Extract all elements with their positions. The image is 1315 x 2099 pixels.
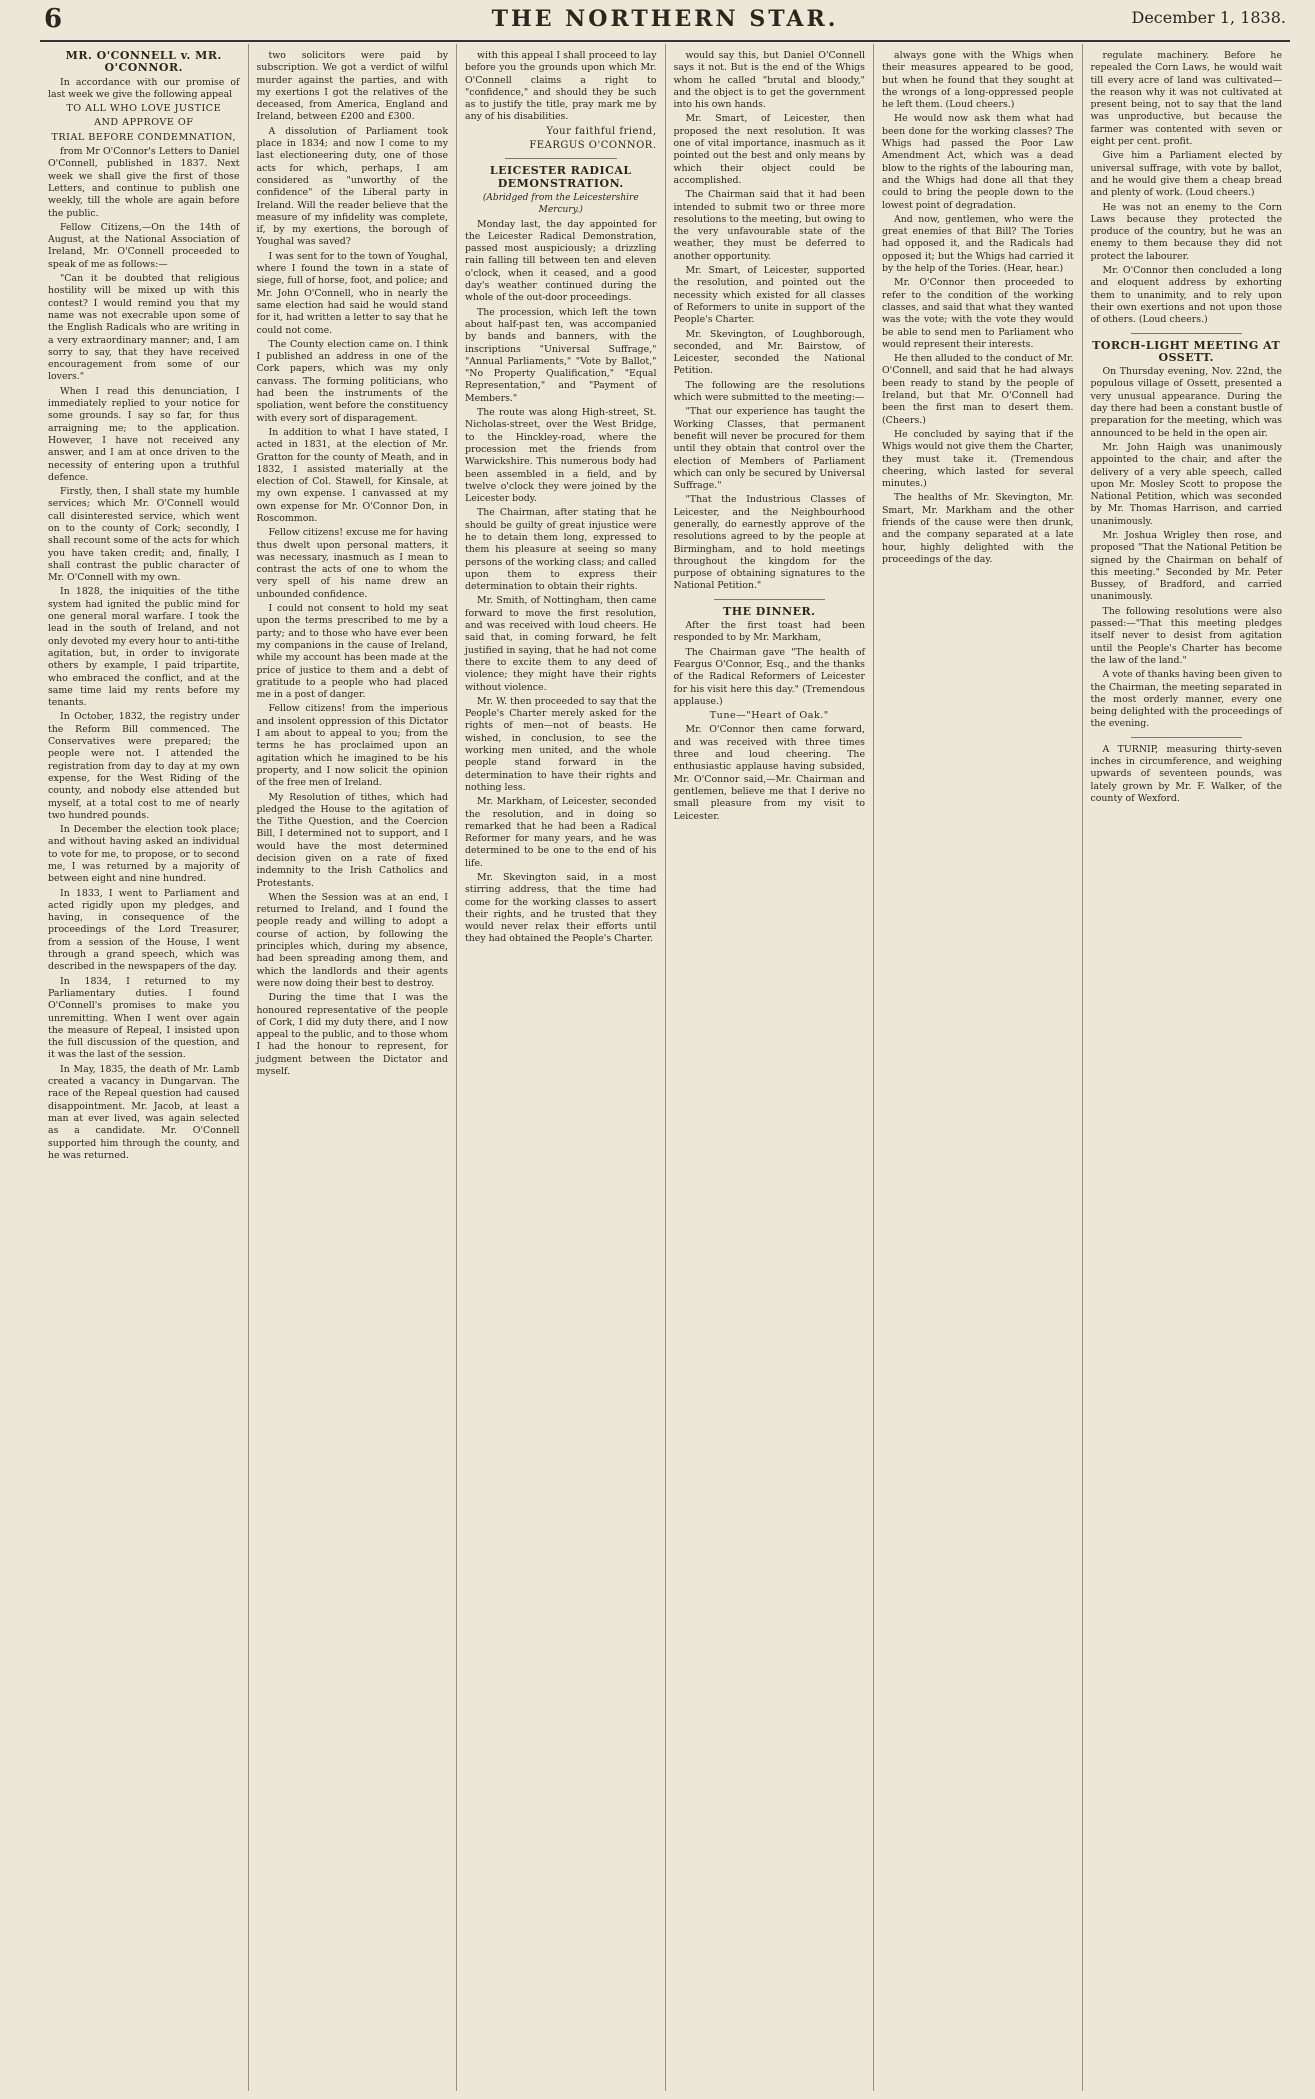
newspaper-title: THE NORTHERN STAR. [491,6,839,32]
paragraph: Mr. Smart, of Leicester, supported the resolution, and pointed out the necessity which existed for all classes of Reformers to unite in support of the People's Charter. [673,265,865,326]
paragraph: When I read this denunciation, I immediately replied to your notice for some grounds. I say so far, for thus arraigning me; to the application. However, I have not received any answer, and I am at once driven to the necessity of entering upon a truthful defence. [48,385,240,483]
paragraph: Fellow Citizens,—On the 14th of August, at the National Association of Ireland, Mr. O'Connell proceeded to speak of me as follows:— [48,221,240,270]
issue-date: December 1, 1838. [1131,8,1286,27]
signature: FEARGUS O'CONNOR. [529,140,657,152]
paragraph: Mr. John Haigh was unanimously appointed to the chair, and after the delivery of a very able speech, called upon Mr. Mosley Scott to propose the National Petition, which was seconded by Mr. Thomas Harrison, and carried unanimously. [1090,441,1282,527]
paragraph: In addition to what I have stated, I acted in 1831, at the election of Mr. Gratton for the county of Meath, and in 1832, I assisted materially at the election of Col. Stawell, for Kinsale, at my own expense. I canvassed at my own expense for Mr. O'Connor Don, in Roscommon. [256,426,448,524]
paragraph: Mr. O'Connor then concluded a long and eloquent address by exhorting them to unanimity, and to rely upon their own exertions and not upon those of others. (Loud cheers.) [1090,265,1282,326]
article-headline: TORCH-LIGHT MEETING AT OSSETT. [1092,338,1281,364]
signature-salutation: Your faithful friend, [546,125,657,137]
subheading: TO ALL WHO LOVE JUSTICE [66,103,222,115]
page-number: 6 [44,4,63,34]
paragraph: Mr. Smith, of Nottingham, then came forward to move the first resolution, and was received with loud cheers. He said that, in coming forward, he felt justified in saying, that he had not come there to excite them to any deed of violence; they might have their rights without violence. [465,595,657,693]
paragraph: I was sent for to the town of Youghal, where I found the town in a state of siege, full of horse, foot, and police; and Mr. John O'Connell, who in nearly the same election had said he would stand for it, had written a letter to say that he could not come. [256,250,448,336]
divider [1131,333,1243,334]
paragraph: During the time that I was the honoured representative of the people of Cork, I did my duty there, and I now appeal to the public, and to those whom I had the honour to represent, for judgment between the Dictator and myself. [256,992,448,1078]
column-2 [249,44,458,2091]
masthead [40,0,1290,42]
paragraph: The County election came on. I think I published an address in one of the Cork papers, which was my only canvass. The forming politicians, who had been the instruments of the spoliation, went before the constituency with every sort of disparagement. [256,338,448,424]
paragraph: Give him a Parliament elected by universal suffrage, with vote by ballot, and he would give them a cheap bread and plenty of work. (Loud cheers.) [1090,150,1282,199]
paragraph: After the first toast had been responded to by Mr. Markham, [673,620,865,644]
paragraph: The following are the resolutions which were submitted to the meeting:— [673,379,865,404]
paragraph: A dissolution of Parliament took place in 1834; and now I come to my last electioneering duty, one of those acts for which, perhaps, I am considered as "unworthy of the confidence" of the Liberal party in Ireland. Will the reader believe that the measure of my infidelity was complete, if, by my exertions, the borough of Youghal was saved? [256,125,448,248]
paragraph: I could not consent to hold my seat upon the terms prescribed to me by a party; and to those who have ever been my companions in the cause of Ireland, while my account has been made at the price of justice to them and a debt of gratitude to a people who had placed me in a post of danger. [256,603,448,701]
article-headline: LEICESTER RADICAL DEMONSTRATION. [489,164,632,190]
paragraph: A vote of thanks having been given to the Chairman, the meeting separated in the most orderly manner, every one being delighted with the proceedings of the evening. [1090,669,1282,730]
paragraph: Firstly, then, I shall state my humble services; which Mr. O'Connell would call disinterested service, which went on to the county of Cork; secondly, I shall recount some of the acts for which you have taken credit; and, finally, I shall contrast the public character of Mr. O'Connell with my own. [48,486,240,584]
tune-note: Tune—"Heart of Oak." [709,710,829,722]
paragraph: would say this, but Daniel O'Connell says it not. But is the end of the Whigs whom he called "brutal and bloody," and the object is to get the government into his own hands. [673,50,865,111]
paragraph: A TURNIP, measuring thirty-seven inches in circumference, and weighing upwards of seventeen pounds, was lately grown by Mr. F. Walker, of the county of Wexford. [1090,743,1282,804]
paragraph: In May, 1835, the death of Mr. Lamb created a vacancy in Dungarvan. The race of the Repeal question had caused disappointment. Mr. Jacob, at least a man at ever lived, was again selected as a candidate. Mr. O'Connell supported him through the county, and he was returned. [48,1063,240,1161]
paragraph: He concluded by saying that if the Whigs would not give them the Charter, they must take it. (Tremendous cheering, which lasted for several minutes.) [882,428,1074,490]
paragraph: Mr. W. then proceeded to say that the People's Charter merely asked for the rights of men—not of beasts. He wished, in conclusion, to see the working men united, and the whole people stand forward in the determination to have their rights and nothing less. [465,695,657,793]
column-5 [874,44,1083,2091]
paragraph: "Can it be doubted that religious hostility will be mixed up with this contest? I would remind you that my name was not execrable upon some of the English Radicals who are writing in a very extraordinary manner; and, I am sorry to say, that they have received encouragement from some of our lovers." [48,273,240,383]
paragraph: Mr. Markham, of Leicester, seconded the resolution, and in doing so remarked that he had been a Radical Reformer for many years, and he was determined to be one to the end of his life. [465,796,657,869]
paragraph: "That our experience has taught the Working Classes, that permanent benefit will never be procured for them until they obtain that control over the election of Members of Parliament which can only be secured by Universal Suffrage." [673,406,865,492]
paragraph: On Thursday evening, Nov. 22nd, the populous village of Ossett, presented a very unusual appearance. During the day there had been a constant bustle of preparation for the meeting, which was announced to be held in the open air. [1090,366,1282,439]
column-1 [40,44,249,2091]
paragraph: Mr. Skevington, of Loughborough, seconded, and Mr. Bairstow, of Leicester, seconded the National Petition. [673,328,865,377]
column-4 [666,44,875,2091]
paragraph: In October, 1832, the registry under the Reform Bill commenced. The Conservatives were prepared; the people were not. I attended the registration from day to day at my own expense, for the West Riding of the county, and nobody else attended but myself, at a total cost to me of nearly two hundred pounds. [48,711,240,821]
paragraph: In December the election took place; and without having asked an individual to vote for me, to propose, or to second me, I was returned by a majority of between eight and nine hundred. [48,824,240,885]
paragraph: Mr. O'Connor then proceeded to refer to the condition of the working classes, and said that what they wanted was the vote; with the vote they would be able to send men to Parliament who would represent their interests. [882,277,1074,350]
paragraph: Mr. O'Connor then came forward, and was received with three times three and loud cheering. The enthusiastic applause having subsided, Mr. O'Connor said,—Mr. Chairman and gentlemen, believe me that I derive no small pleasure from my visit to Leicester. [673,724,865,822]
paragraph: The procession, which left the town about half-past ten, was accompanied by bands and banners, with the inscriptions "Universal Suffrage," "Annual Parliaments," "Vote by Ballot," "No Property Qualification," "Equal Representation," and "Payment of Members." [465,306,657,404]
paragraph: He would now ask them what had been done for the working classes? The Whigs had passed the Poor Law Amendment Act, which was a dead blow to the rights of the labouring man, and the Whigs had done all that they could to bring the people down to the lowest point of degradation. [882,113,1074,211]
paragraph: In 1834, I returned to my Parliamentary duties. I found O'Connell's promises to make you unremitting. When I went over again the measure of Repeal, I insisted upon the full discussion of the question, and it was the last of the session. [48,975,240,1061]
paragraph: The route was along High-street, St. Nicholas-street, over the West Bridge, to the Hinckley-road, where the procession met the friends from Warwickshire. This numerous body had been assembled in a field, and by twelve o'clock they were joined by the Leicester body. [465,407,657,505]
paragraph: Mr. Skevington said, in a most stirring address, that the time had come for the working classes to assert their rights, and he trusted that they would never relax their efforts until they had obtained the People's Charter. [465,872,657,945]
paragraph: two solicitors were paid by subscription. We got a verdict of wilful murder against the parties, and with my exertions I got the relatives of the deceased, from America, England and Ireland, between £200 and £300. [256,50,448,123]
paragraph: My Resolution of tithes, which had pledged the House to the agitation of the Tithe Question, and the Coercion Bill, I determined not to support, and I would have the most determined decision given on a rate of fixed indemnity to the Irish Catholics and Protestants. [256,791,448,889]
paragraph: "That the Industrious Classes of Leicester, and the Neighbourhood generally, do earnestly approve of the resolutions agreed to by the people at Birmingham, and to hold meetings throughout the kingdom for the purpose of obtaining signatures to the National Petition." [673,494,865,592]
subheading: AND APPROVE OF [94,117,194,129]
paragraph: Fellow citizens! from the imperious and insolent oppression of this Dictator I am about to appeal to you; from the terms he has proclaimed upon an agitation which he imagined to be his property, and I now solicit the opinion of the free men of Ireland. [256,703,448,789]
paragraph: In 1828, the iniquities of the tithe system had ignited the public mind for one general moral warfare. I took the lead in the south of Ireland, and not only devoted my every hour to anti-tithe agitation, but, in order to invigorate others by example, I paid tripartite, who embraced the conflict, and at the same time laid my rents before my tenants. [48,586,240,709]
column-3 [457,44,666,2091]
column-6 [1083,44,1291,2091]
paragraph: Monday last, the day appointed for the Leicester Radical Demonstration, passed most auspiciously; a drizzling rain falling till between ten and eleven o'clock, when it ceased, and a good day's weather continued during the whole of the out-door proceedings. [465,218,657,304]
paragraph: He then alluded to the conduct of Mr. O'Connell, and said that he had always been ready to stand by the people of Ireland, but that Mr. O'Connell had been the first man to desert them. (Cheers.) [882,353,1074,426]
paragraph: Mr. Smart, of Leicester, then proposed the next resolution. It was one of vital importance, inasmuch as it pointed out the best and only means by which their object could be accomplished. [673,113,865,186]
divider [714,599,826,600]
article-headline: THE DINNER. [723,604,816,618]
paragraph: Mr. Joshua Wrigley then rose, and proposed "That the National Petition be signed by the Chairman on behalf of this meeting." Seconded by Mr. Peter Bussey, of Bradford, and carried unanimously. [1090,529,1282,603]
paragraph: The following resolutions were also passed:—"That this meeting pledges itself never to desist from agitation until the People's Charter has become the law of the land." [1090,605,1282,666]
columns [40,44,1290,2091]
paragraph: The Chairman gave "The health of Feargus O'Connor, Esq., and the thanks of the Radical Reformers of Leicester for his visit here this day." (Tremendous applause.) [673,646,865,707]
divider [1131,737,1243,738]
paragraph: The Chairman said that it had been intended to submit two or three more resolutions to the meeting, but owing to the very unfavourable state of the weather, they must be deferred to another opportunity. [673,189,865,262]
subheading: TRIAL BEFORE CONDEMNATION, [51,131,236,143]
paragraph: The Chairman, after stating that he should be guilty of great injustice were he to detain them long, expressed to them his pleasure at seeing so many persons of the working class; and called upon them to express their determination to obtain their rights. [465,507,657,593]
paragraph: from Mr O'Connor's Letters to Daniel O'Connell, published in 1837. Next week we shall give the first of those Letters, and continue to publish one weekly, till the whole are again before the public. [48,146,240,219]
paragraph: always gone with the Whigs when their measures appeared to be good, but when he found that they sought at the wrongs of a long-oppressed people he left them. (Loud cheers.) [882,50,1074,111]
divider [505,158,617,159]
paragraph: He was not an enemy to the Corn Laws because they protected the produce of the country, but he was an enemy to them because they did not protect the labourer. [1090,201,1282,262]
paragraph: In 1833, I went to Parliament and acted rigidly upon my pledges, and having, in consequence of the proceedings of the Lord Treasurer, from a session of the House, I went through a grand speech, which was described in the newspapers of the day. [48,887,240,973]
paragraph: with this appeal I shall proceed to lay before you the grounds upon which Mr. O'Connell claims a right to "confidence," and should they be such as to justify the title, pray mark me by any of his disabilities. [465,50,657,123]
paragraph: When the Session was at an end, I returned to Ireland, and I found the people ready and willing to adopt a course of action, by following the principles which, during my absence, had been spreading among them, and which the landlords and their agents were now doing their best to destroy. [256,891,448,989]
article-headline: MR. O'CONNELL v. MR. O'CONNOR. [65,49,222,75]
article-source: (Abridged from the Leicestershire Mercury.) [482,192,639,216]
paragraph: regulate machinery. Before he repealed the Corn Laws, he would wait till every acre of land was cultivated—the reason why it was not cultivated at present being, not to say that the land was unproductive, but because the farmer was contented with seven or eight per cent. profit. [1090,50,1282,148]
paragraph: Fellow citizens! excuse me for having thus dwelt upon personal matters, it was necessary, inasmuch as I mean to contrast the acts of one to whom the very spell of his name drew an unbounded confidence. [256,527,448,600]
paragraph: The healths of Mr. Skevington, Mr. Smart, Mr. Markham and the other friends of the cause were then drunk, and the company separated at a late hour, highly delighted with the proceedings of the day. [882,492,1074,565]
paragraph: And now, gentlemen, who were the great enemies of that Bill? The Tories had opposed it, and the Radicals had opposed it; but the Whigs had carried it by the help of the Tories. (Hear, hear.) [882,213,1074,275]
paragraph: In accordance with our promise of last week we give the following appeal [48,76,240,100]
